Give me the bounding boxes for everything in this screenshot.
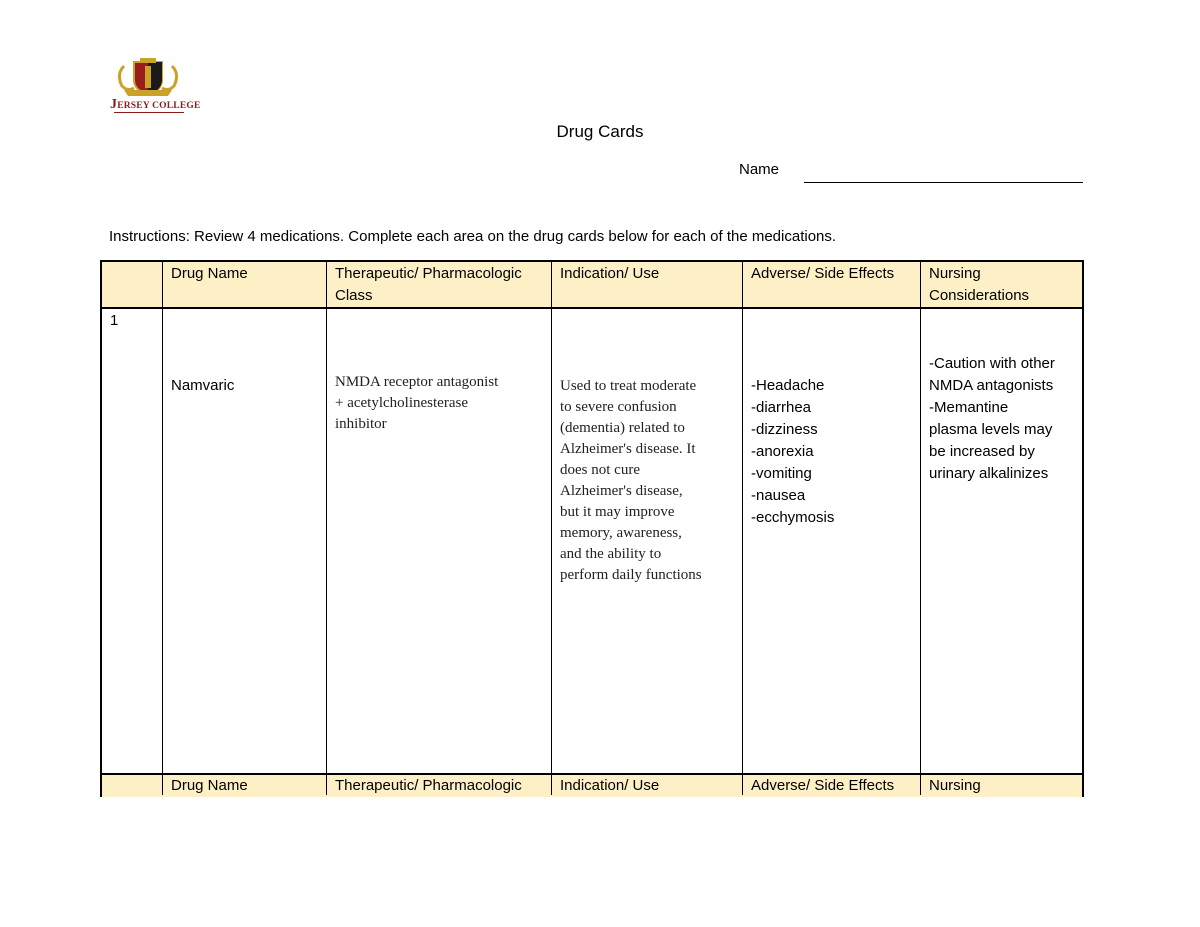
- header-class: Therapeutic/ Pharmacologic: [335, 777, 522, 794]
- header-side-effects: Adverse/ Side Effects: [751, 777, 895, 794]
- column-divider: [920, 262, 921, 795]
- nursing-considerations: -Caution with other NMDA antagonists -Memantine plasma levels may be increased by urinary alkalinizes: [929, 355, 1055, 482]
- drug-name: Namvaric: [171, 377, 235, 394]
- list-item: -vomiting: [751, 465, 812, 482]
- header-drug-name: Drug Name: [171, 265, 248, 282]
- column-divider: [551, 262, 552, 795]
- column-divider: [742, 262, 743, 795]
- header-nursing: Nursing: [929, 777, 981, 794]
- name-label: Name: [739, 161, 780, 178]
- logo-underline: [114, 112, 184, 113]
- list-item: -diarrhea: [751, 399, 812, 416]
- list-item: -dizziness: [751, 421, 818, 438]
- header-class: Therapeutic/ Pharmacologic Class: [335, 265, 522, 304]
- drug-card-table: [100, 260, 1084, 797]
- column-divider: [326, 262, 327, 795]
- list-item: -Headache: [751, 377, 825, 394]
- row-number: 1: [110, 312, 119, 329]
- crest-icon: [110, 56, 186, 98]
- list-item: -ecchymosis: [751, 509, 835, 526]
- header-drug-name: Drug Name: [171, 777, 248, 794]
- list-item: -nausea: [751, 487, 806, 504]
- side-effects-list: [751, 375, 917, 529]
- instructions: Instructions: Review 4 medications. Complete each area on the drug cards below for each of the medications.: [109, 228, 837, 245]
- header-nursing: Nursing Considerations: [929, 265, 1030, 304]
- header-indication: Indication/ Use: [560, 777, 660, 794]
- logo-wordmark: JERSEY COLLEGE: [110, 97, 201, 112]
- page-title: Drug Cards: [556, 122, 644, 141]
- jersey-college-logo: [110, 56, 201, 116]
- drug-indication: Used to treat moderate to severe confusion (dementia) related to Alzheimer's disease. It does not cure Alzheimer's disease, but it may improve memory, awareness, and the ability to perform daily functions: [560, 378, 702, 583]
- list-item: -anorexia: [751, 443, 814, 460]
- column-divider: [162, 262, 163, 795]
- drug-class: NMDA receptor antagonist + acetylcholinesterase inhibitor: [335, 374, 499, 432]
- header-side-effects: Adverse/ Side Effects: [751, 265, 895, 282]
- header-indication: Indication/ Use: [560, 265, 660, 282]
- name-field-line[interactable]: [804, 182, 1083, 183]
